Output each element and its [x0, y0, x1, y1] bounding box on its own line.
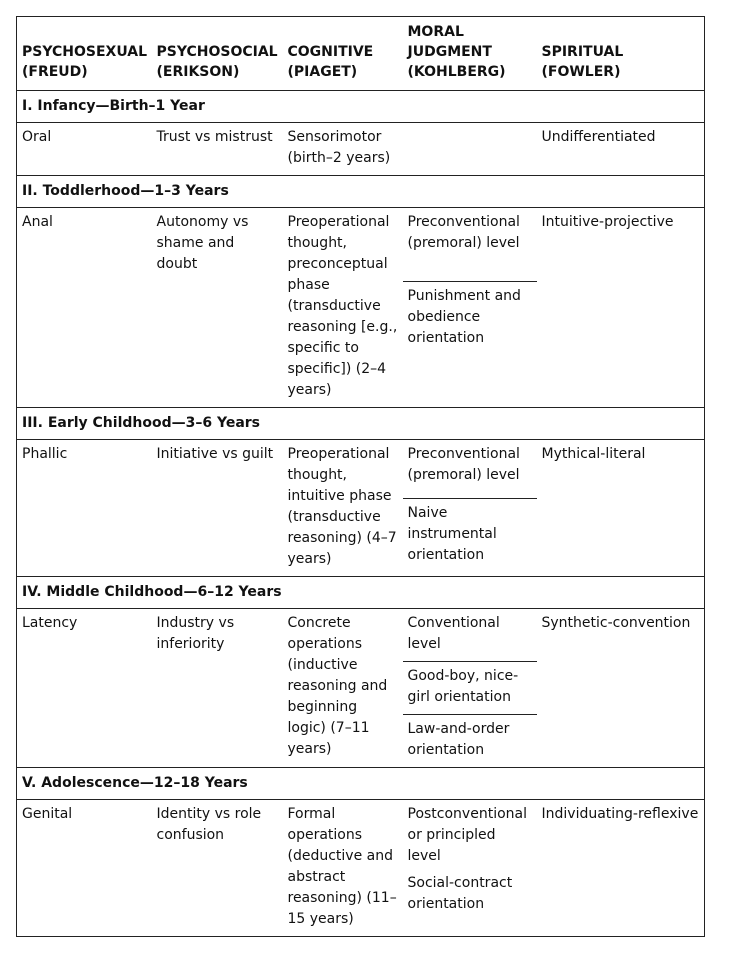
header-piaget — [283, 17, 403, 91]
stage-title: IV. Middle Childhood—6–12 Years — [17, 577, 705, 609]
stage-title: I. Infancy—Birth–1 Year — [17, 91, 705, 123]
kohlberg-level: Postconventional or principled level — [407, 806, 527, 864]
piaget-cell: Formal operations (deductive and abstract reasoning) (11–15 years) — [287, 806, 397, 927]
erikson-cell: Initiative vs guilt — [156, 446, 274, 462]
kohlberg-orientation: Social-contract orientation — [407, 875, 513, 912]
header-fowler — [537, 17, 705, 91]
table-row — [17, 609, 705, 768]
freud-cell: Oral — [22, 129, 52, 145]
stage-title: II. Toddlerhood—1–3 Years — [17, 176, 705, 208]
table-row — [17, 440, 705, 577]
table-row — [17, 208, 705, 408]
header-piaget-theorist: (PIAGET) — [287, 64, 358, 80]
kohlberg-orientation: Naive instrumental orientation — [403, 498, 537, 572]
table-row — [17, 800, 705, 937]
piaget-cell: Sensorimotor (birth–2 years) — [287, 129, 391, 166]
header-fowler-theorist: (FOWLER) — [541, 64, 621, 80]
stage-row — [17, 768, 705, 800]
kohlberg-cell — [403, 800, 537, 937]
stage-title: V. Adolescence—12–18 Years — [17, 768, 705, 800]
kohlberg-level: Preconventional (premoral) level — [407, 214, 520, 251]
fowler-cell: Undifferentiated — [541, 129, 656, 145]
stage-row — [17, 577, 705, 609]
freud-cell: Phallic — [22, 446, 68, 462]
development-stages-table — [16, 16, 705, 937]
freud-cell: Anal — [22, 214, 53, 230]
kohlberg-level: Preconventional (premoral) level — [407, 446, 520, 483]
kohlberg-level: Conventional level — [407, 615, 500, 652]
stage-title: III. Early Childhood—3–6 Years — [17, 408, 705, 440]
fowler-cell: Intuitive-projective — [541, 214, 674, 230]
header-fowler-title: SPIRITUAL — [541, 44, 624, 60]
kohlberg-orientation: Law-and-order orientation — [403, 714, 537, 767]
fowler-cell: Synthetic-convention — [541, 615, 691, 631]
kohlberg-cell — [403, 609, 537, 768]
table-row — [17, 123, 705, 176]
erikson-cell: Industry vs inferiority — [156, 615, 235, 652]
stage-row — [17, 91, 705, 123]
erikson-cell: Trust vs mistrust — [156, 129, 273, 145]
header-kohlberg-title: MORAL JUDGMENT — [407, 24, 492, 60]
stage-row — [17, 176, 705, 208]
kohlberg-cell — [403, 440, 537, 577]
header-erikson-title: PSYCHOSOCIAL — [156, 44, 278, 60]
kohlberg-cell — [403, 123, 537, 176]
header-kohlberg — [403, 17, 537, 91]
header-freud — [17, 17, 152, 91]
header-erikson-theorist: (ERIKSON) — [156, 64, 240, 80]
header-erikson — [152, 17, 283, 91]
piaget-cell: Preoperational thought, intuitive phase (transductive reasoning) (4–7 years) — [287, 446, 397, 567]
piaget-cell: Concrete operations (inductive reasoning and beginning logic) (7–11 years) — [287, 615, 388, 757]
freud-cell: Genital — [22, 806, 73, 822]
header-freud-title: PSYCHOSEXUAL — [22, 44, 148, 60]
kohlberg-orientation: Good-boy, nice-girl orientation — [403, 661, 537, 714]
erikson-cell: Autonomy vs shame and doubt — [156, 214, 249, 272]
header-freud-theorist: (FREUD) — [22, 64, 88, 80]
kohlberg-cell — [403, 208, 537, 408]
stage-row — [17, 408, 705, 440]
freud-cell: Latency — [22, 615, 78, 631]
header-row — [17, 17, 705, 91]
kohlberg-orientation: Punishment and obedience orientation — [403, 281, 537, 355]
piaget-cell: Preoperational thought, preconceptual phase (transductive reasoning [e.g., specific to specific]) (2–4 years) — [287, 214, 398, 398]
erikson-cell: Identity vs role confusion — [156, 806, 262, 843]
fowler-cell: Mythical-literal — [541, 446, 646, 462]
header-kohlberg-theorist: (KOHLBERG) — [407, 64, 506, 80]
fowler-cell: Individuating-reflexive — [541, 806, 699, 822]
header-piaget-title: COGNITIVE — [287, 44, 374, 60]
